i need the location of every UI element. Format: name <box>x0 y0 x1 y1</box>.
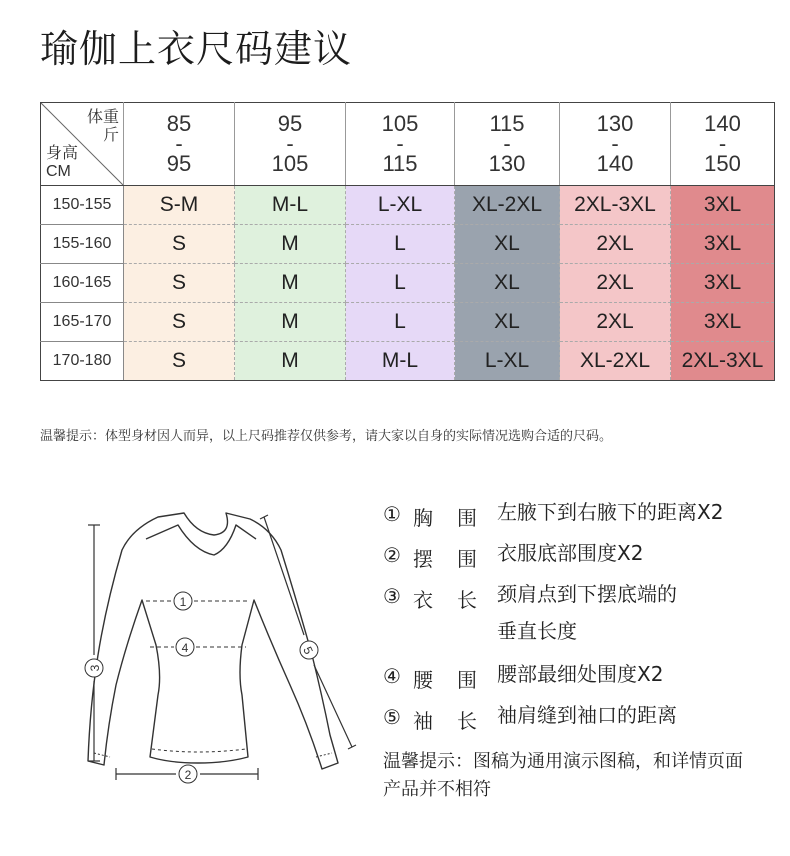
size-cell: S <box>124 342 235 381</box>
long-sleeve-top-outline-icon <box>76 495 366 795</box>
item-description: 颈肩点到下摆底端的 垂直长度 <box>497 582 677 643</box>
list-item <box>383 584 723 664</box>
weight-col-1: 85 - 95 <box>124 103 235 186</box>
size-disclaimer: 温馨提示：体型身材因人而异，以上尺码推荐仅供参考，请大家以自身的实际情况选购合适的尺码。 <box>40 429 613 444</box>
table-row <box>41 225 775 264</box>
size-cell: M <box>235 342 346 381</box>
table-corner-cell <box>41 103 124 186</box>
size-cell: L-XL <box>346 186 455 225</box>
weight-col-6: 140 - 150 <box>671 103 775 186</box>
svg-text:5: 5 <box>300 644 316 657</box>
svg-text:1: 1 <box>179 595 187 609</box>
figure-marker-5 <box>300 641 318 659</box>
item-name: 摆 围 <box>413 547 479 571</box>
size-cell: S <box>124 303 235 342</box>
size-cell: XL-2XL <box>455 186 560 225</box>
table-row <box>41 186 775 225</box>
size-cell: 2XL <box>560 264 671 303</box>
size-cell: XL <box>455 264 560 303</box>
height-axis-label <box>46 145 78 181</box>
item-number: ⑤ <box>383 705 401 729</box>
item-description: 腰部最细处围度X2 <box>497 662 664 686</box>
measurement-list <box>383 502 723 746</box>
height-label: 身高 <box>46 145 79 162</box>
weight-header-row <box>41 103 775 186</box>
item-number: ① <box>383 502 401 526</box>
size-cell: 3XL <box>671 264 775 303</box>
size-cell: M <box>235 225 346 264</box>
size-cell: S <box>124 264 235 303</box>
size-cell: 2XL-3XL <box>671 342 775 381</box>
size-cell: L <box>346 303 455 342</box>
size-cell: 2XL-3XL <box>560 186 671 225</box>
item-name: 腰 围 <box>413 668 479 692</box>
item-name: 袖 长 <box>413 709 479 733</box>
weight-col-5: 130 - 140 <box>560 103 671 186</box>
height-range: 170-180 <box>41 342 124 381</box>
size-cell: L-XL <box>455 342 560 381</box>
size-cell: 3XL <box>671 303 775 342</box>
illustration-disclaimer: 温馨提示：图稿为通用演示图稿，和详情页面产品并不相符 <box>383 751 743 800</box>
item-number: ③ <box>383 584 401 608</box>
table-row <box>41 264 775 303</box>
size-cell: XL <box>455 303 560 342</box>
size-cell: XL <box>455 225 560 264</box>
size-cell: M <box>235 303 346 342</box>
height-range: 150-155 <box>41 186 124 225</box>
item-name: 胸 围 <box>413 506 479 530</box>
svg-text:3: 3 <box>88 664 102 672</box>
weight-unit: 斤 <box>102 127 119 144</box>
page-title: 瑜伽上衣尺码建议 <box>40 27 353 71</box>
size-cell: 3XL <box>671 186 775 225</box>
weight-col-4: 115 - 130 <box>455 103 560 186</box>
weight-label: 体重 <box>86 109 119 126</box>
height-range: 155-160 <box>41 225 124 264</box>
item-number: ④ <box>383 664 401 688</box>
table-row <box>41 342 775 381</box>
height-unit: CM <box>46 163 71 180</box>
item-number: ② <box>383 543 401 567</box>
figure-marker-3 <box>85 659 103 677</box>
size-chart-table <box>40 102 775 381</box>
size-cell: M <box>235 264 346 303</box>
item-description: 左腋下到右腋下的距离X2 <box>497 500 724 524</box>
table-row <box>41 303 775 342</box>
weight-col-3: 105 - 115 <box>346 103 455 186</box>
size-cell: S-M <box>124 186 235 225</box>
size-cell: 2XL <box>560 225 671 264</box>
item-description: 袖肩缝到袖口的距离 <box>497 703 677 727</box>
height-range: 160-165 <box>41 264 124 303</box>
size-cell: 3XL <box>671 225 775 264</box>
height-range: 165-170 <box>41 303 124 342</box>
size-cell: M-L <box>346 342 455 381</box>
item-description: 衣服底部围度X2 <box>497 541 644 565</box>
size-cell: XL-2XL <box>560 342 671 381</box>
size-cell: L <box>346 264 455 303</box>
weight-col-2: 95 - 105 <box>235 103 346 186</box>
figure-marker-4 <box>176 638 194 656</box>
list-item <box>383 705 723 746</box>
size-cell: L <box>346 225 455 264</box>
svg-text:2: 2 <box>184 768 192 782</box>
item-name: 衣 长 <box>413 588 479 612</box>
size-cell: 2XL <box>560 303 671 342</box>
size-cell: M-L <box>235 186 346 225</box>
weight-axis-label <box>87 109 119 145</box>
figure-marker-1 <box>174 592 192 610</box>
figure-marker-2 <box>179 765 197 783</box>
svg-text:4: 4 <box>181 641 189 655</box>
size-cell: S <box>124 225 235 264</box>
